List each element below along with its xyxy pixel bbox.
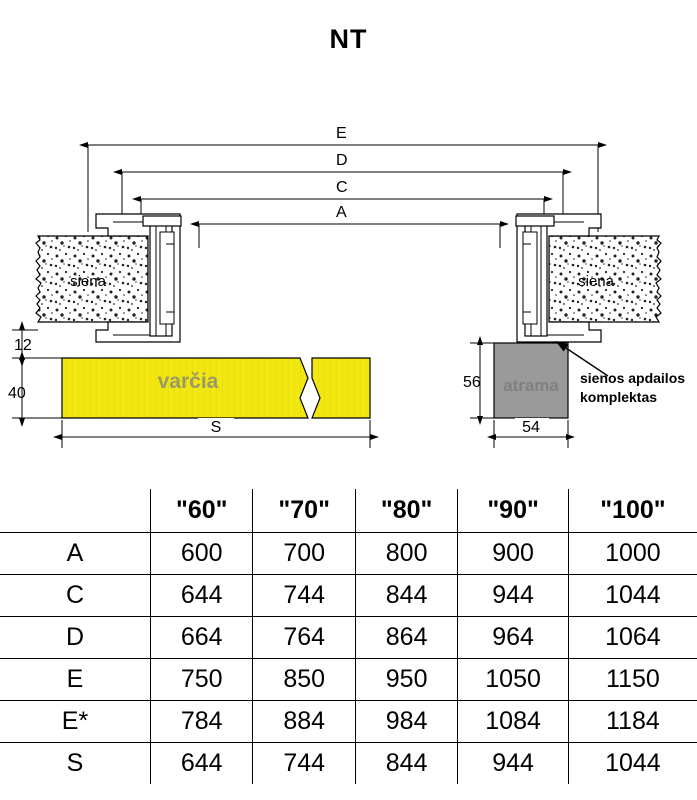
- header-cell-corner: [0, 489, 151, 533]
- cell-a-70: 700: [253, 533, 355, 575]
- door-stop-label: atrama: [503, 376, 559, 395]
- cell-e-70: 850: [253, 659, 355, 701]
- callout-line-2: komplektas: [580, 389, 658, 405]
- dim-label-d: D: [336, 152, 348, 169]
- cell-e-90: 1050: [458, 659, 568, 701]
- row-label-s: S: [0, 743, 151, 785]
- cell-s-100: 1044: [568, 743, 697, 785]
- cell-d-70: 764: [253, 617, 355, 659]
- cell-s-70: 744: [253, 743, 355, 785]
- cell-a-100: 1000: [568, 533, 697, 575]
- dim-label-12: 12: [14, 337, 32, 354]
- row-label-e-star: E*: [0, 701, 151, 743]
- cell-d-80: 864: [355, 617, 457, 659]
- callout-line-1: sienos apdailos: [580, 370, 686, 386]
- door-leaf-label: varčia: [157, 370, 219, 393]
- cell-e-80: 950: [355, 659, 457, 701]
- table-row: [0, 533, 697, 575]
- dim-label-54: 54: [522, 419, 540, 436]
- table-row: [0, 617, 697, 659]
- cell-d-60: 664: [151, 617, 253, 659]
- table-header-row: [0, 489, 697, 533]
- cell-d-100: 1064: [568, 617, 697, 659]
- table-row: [0, 575, 697, 617]
- header-cell-70: "70": [253, 489, 355, 533]
- cell-estar-80: 984: [355, 701, 457, 743]
- door-leaf-right: [312, 358, 370, 418]
- cell-estar-70: 884: [253, 701, 355, 743]
- cell-c-70: 744: [253, 575, 355, 617]
- dim-label-c: C: [336, 179, 348, 196]
- right-wall-label: siena: [578, 273, 614, 290]
- cell-estar-90: 1084: [458, 701, 568, 743]
- cell-c-100: 1044: [568, 575, 697, 617]
- dimensions-table: [0, 489, 697, 784]
- cell-c-60: 644: [151, 575, 253, 617]
- cell-d-90: 964: [458, 617, 568, 659]
- dim-label-a: A: [336, 204, 347, 221]
- table-row: [0, 659, 697, 701]
- dim-label-e: E: [336, 125, 347, 142]
- cell-s-80: 844: [355, 743, 457, 785]
- header-cell-60: "60": [151, 489, 253, 533]
- cell-a-80: 800: [355, 533, 457, 575]
- cell-e-60: 750: [151, 659, 253, 701]
- row-label-a: A: [0, 533, 151, 575]
- dim-label-s: S: [210, 419, 222, 436]
- cell-c-80: 844: [355, 575, 457, 617]
- page-title: NT: [329, 24, 368, 54]
- table-row: [0, 701, 697, 743]
- cell-s-90: 944: [458, 743, 568, 785]
- cell-a-90: 900: [458, 533, 568, 575]
- cell-s-60: 644: [151, 743, 253, 785]
- cell-c-90: 944: [458, 575, 568, 617]
- header-cell-80: "80": [355, 489, 457, 533]
- row-label-d: D: [0, 617, 151, 659]
- dim-label-40: 40: [8, 385, 26, 402]
- cell-estar-60: 784: [151, 701, 253, 743]
- left-wall-label: siena: [70, 273, 106, 290]
- cell-a-60: 600: [151, 533, 253, 575]
- header-cell-100: "100": [568, 489, 697, 533]
- cell-e-100: 1150: [568, 659, 697, 701]
- dim-label-56: 56: [463, 374, 481, 391]
- cell-estar-100: 1184: [568, 701, 697, 743]
- row-label-e: E: [0, 659, 151, 701]
- table-row: [0, 743, 697, 785]
- row-label-c: C: [0, 575, 151, 617]
- header-cell-90: "90": [458, 489, 568, 533]
